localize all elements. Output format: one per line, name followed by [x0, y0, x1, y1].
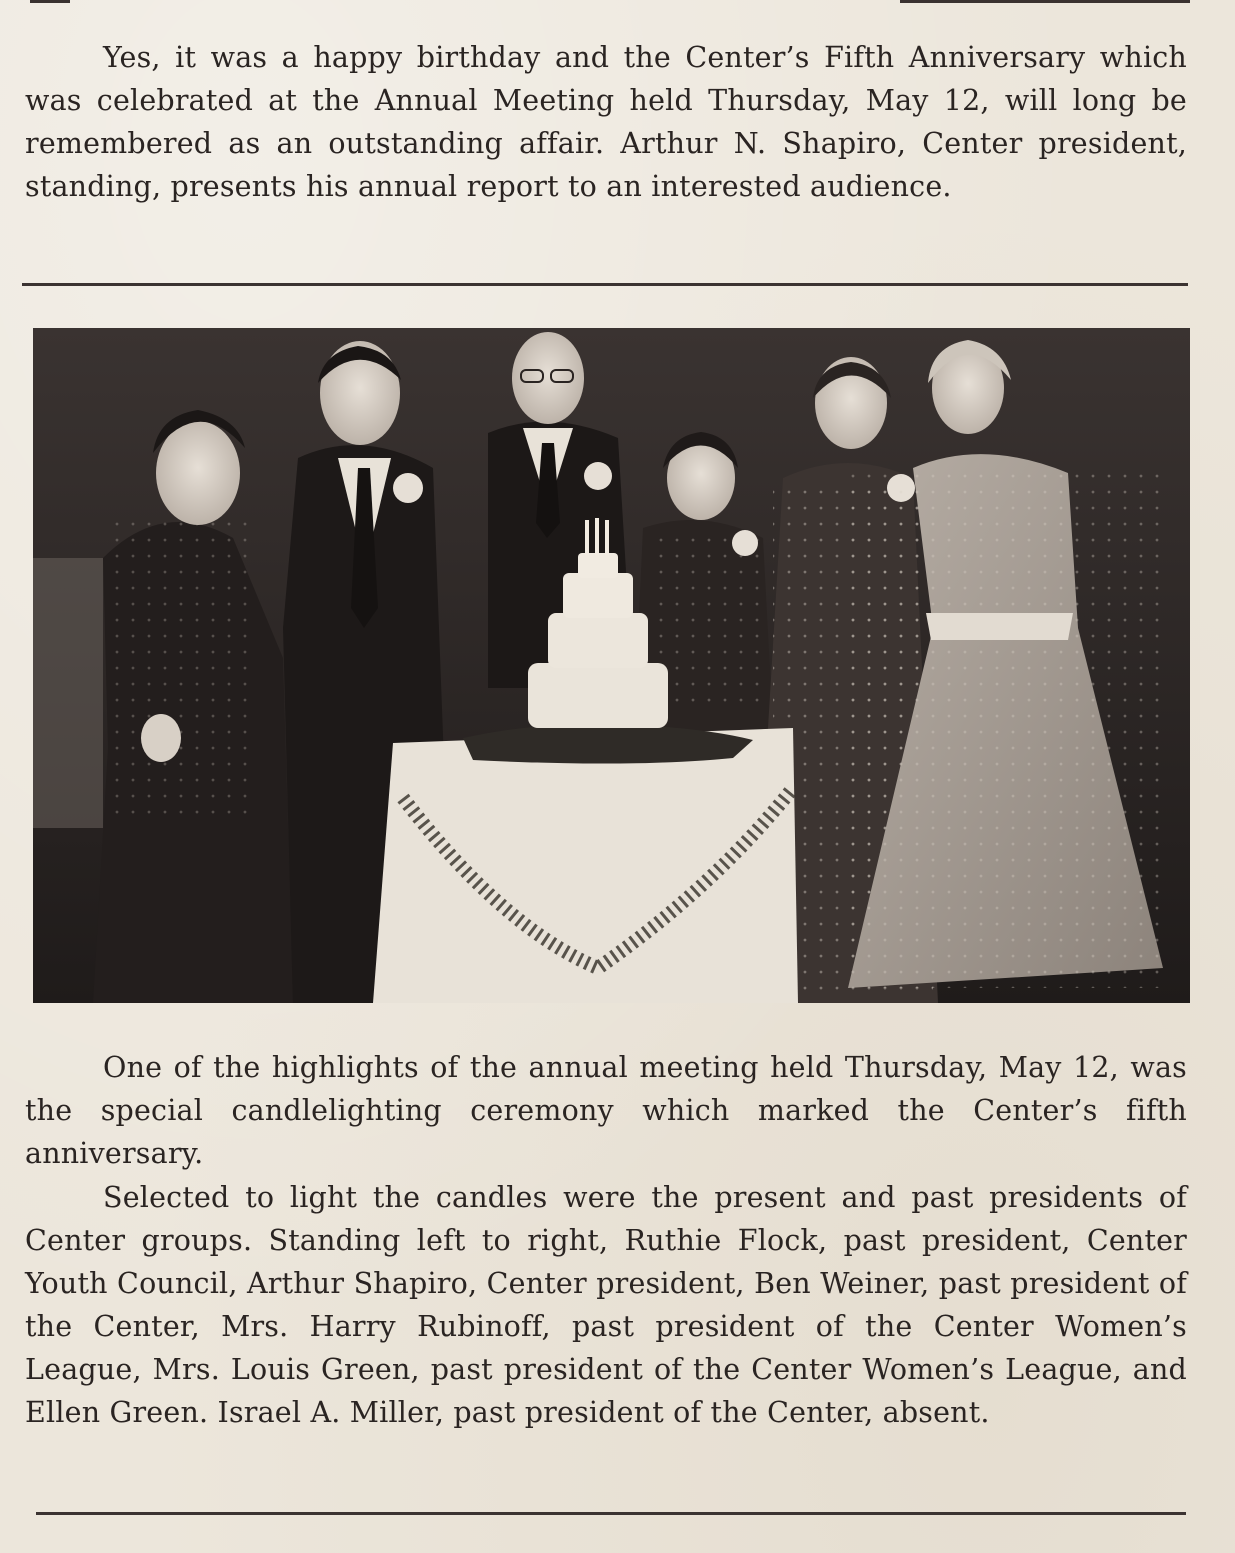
bottom-divider: [36, 1512, 1186, 1515]
section-divider: [22, 283, 1188, 286]
top-divider-left: [30, 0, 70, 3]
intro-paragraph: Yes, it was a happy birthday and the Center’s Fifth Anniversary which was celebrated at the Annual Meeting held Thursday, May 12, will long be remembered as an outstanding affair. Arthur N. Shapiro, Center president, standing, presents his annual report to an interested audience.: [25, 41, 1187, 203]
cake-table: [373, 724, 798, 1003]
top-divider-right: [900, 0, 1190, 3]
caption-paragraph-2: Selected to light the candles were the present and past presidents of Center groups. Standing left to right, Ruthie Flock, past president, Center Youth Council, Arthur Shapiro, Center president, Ben Weiner, past president of the Center, Mrs. Harry Rubinoff, past president of the Center Women’s League, Mrs. Louis Green, past president of the Center Women’s League, and Ellen Green. Israel A. Miller, past president of the Center, absent.: [25, 1181, 1187, 1429]
caption-paragraph-1: One of the highlights of the annual meeting held Thursday, May 12, was the special candlelighting ceremony which marked the Center’s fifth anniversary.: [25, 1051, 1187, 1170]
anniversary-photo: [33, 328, 1190, 1003]
